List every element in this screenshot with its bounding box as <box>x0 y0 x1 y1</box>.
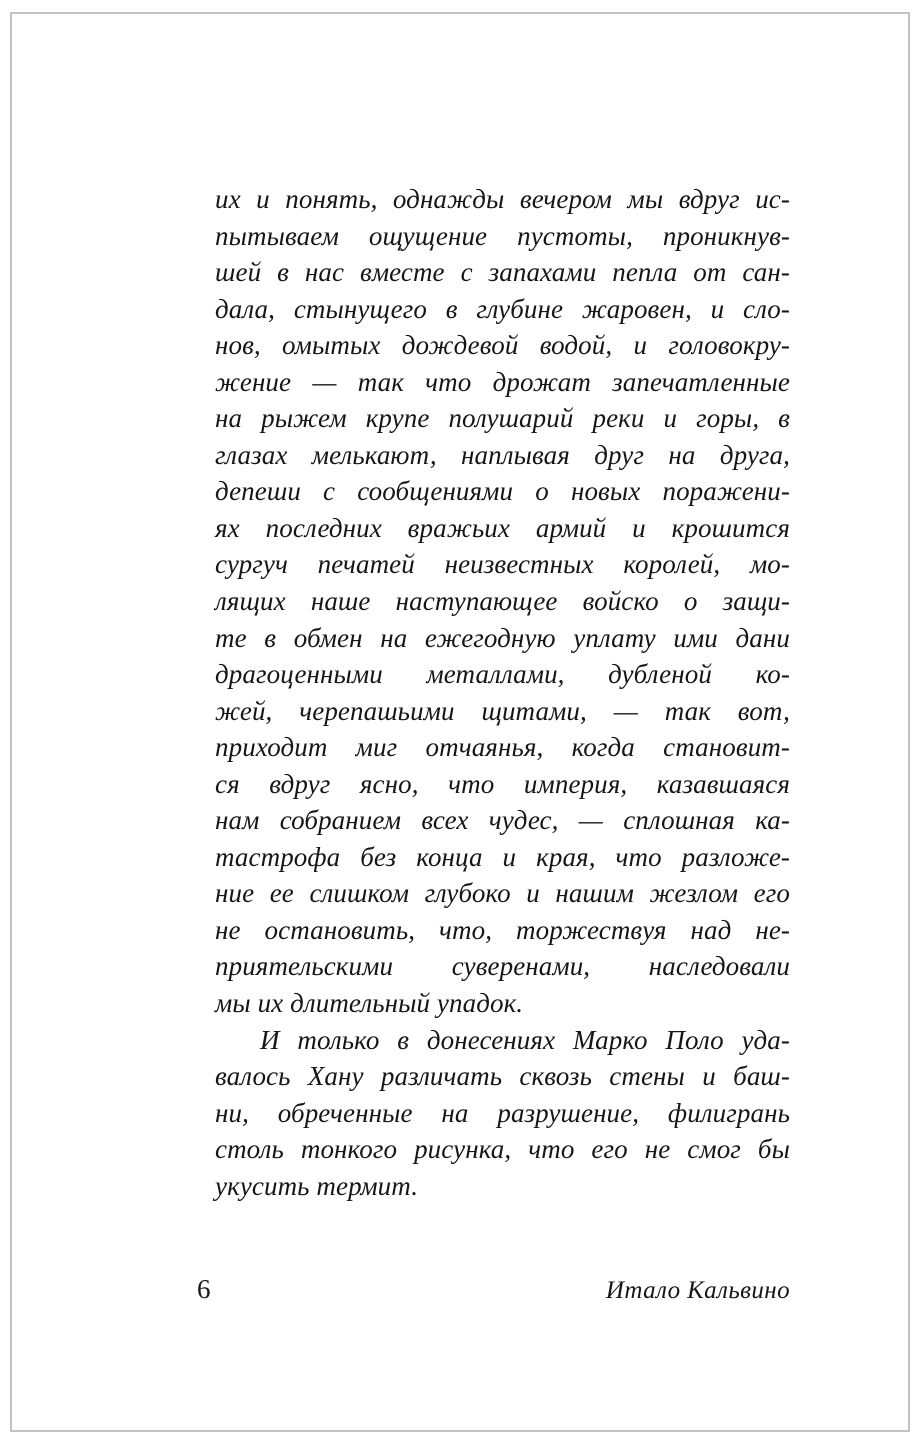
text-line: пытываем ощущение пустоты, проникнув- <box>215 220 790 251</box>
text-line: их и понять, однажды вечером мы вдруг ис- <box>215 184 790 214</box>
text-line: лящих наше наступающее войско о защи- <box>215 586 790 617</box>
running-title-author: Итало Кальвино <box>605 1277 790 1304</box>
text-line: не остановить, что, торжествуя над не- <box>215 914 790 945</box>
text-block <box>215 181 790 1204</box>
text-line: валось Хану различать сквозь стены и баш- <box>215 1061 790 1092</box>
page-footer <box>197 1272 790 1308</box>
paragraph <box>215 1022 790 1205</box>
text-line: укусить термит. <box>215 1170 419 1201</box>
page-number: 6 <box>197 1274 211 1304</box>
text-line: ях последних вражьих армий и крошится <box>215 512 790 543</box>
text-line: столь тонкого рисунка, что его не смог бы <box>215 1134 790 1165</box>
text-line: ни, обреченные на разрушение, филигрань <box>215 1097 790 1128</box>
text-line: нам собранием всех чудес, — сплошная ка- <box>215 805 790 836</box>
text-line: те в обмен на ежегодную уплату ими дани <box>215 622 790 653</box>
text-line: приходит миг отчаянья, когда становит- <box>215 732 790 763</box>
text-line: шей в нас вместе с запахами пепла от сан- <box>215 257 790 288</box>
text-line: жение — так что дрожат запечатленные <box>215 366 790 397</box>
paragraph <box>215 181 790 1022</box>
text-line: депеши с сообщениями о новых поражени- <box>215 476 790 507</box>
text-line: нов, омытых дождевой водой, и головокру- <box>215 330 790 361</box>
text-line: на рыжем крупе полушарий реки и горы, в <box>215 403 790 434</box>
text-line: ние ее слишком глубоко и нашим жезлом его <box>215 878 790 909</box>
text-line: мы их длительный упадок. <box>215 988 524 1019</box>
text-line: И только в донесениях Марко Поло уда- <box>260 1024 790 1055</box>
text-line: приятельскими суверенами, наследовали <box>215 951 790 982</box>
text-line: жей, черепашьими щитами, — так вот, <box>215 695 790 726</box>
text-line: глазах мелькают, наплывая друг на друга, <box>215 439 790 470</box>
text-line: драгоценными металлами, дубленой ко- <box>215 659 790 690</box>
text-line: дала, стынущего в глубине жаровен, и сло- <box>215 293 790 324</box>
text-line: тастрофа без конца и края, что разложе- <box>215 841 790 872</box>
text-line: ся вдруг ясно, что империя, казавшаяся <box>215 768 790 799</box>
text-line: сургуч печатей неизвестных королей, мо- <box>215 549 790 580</box>
